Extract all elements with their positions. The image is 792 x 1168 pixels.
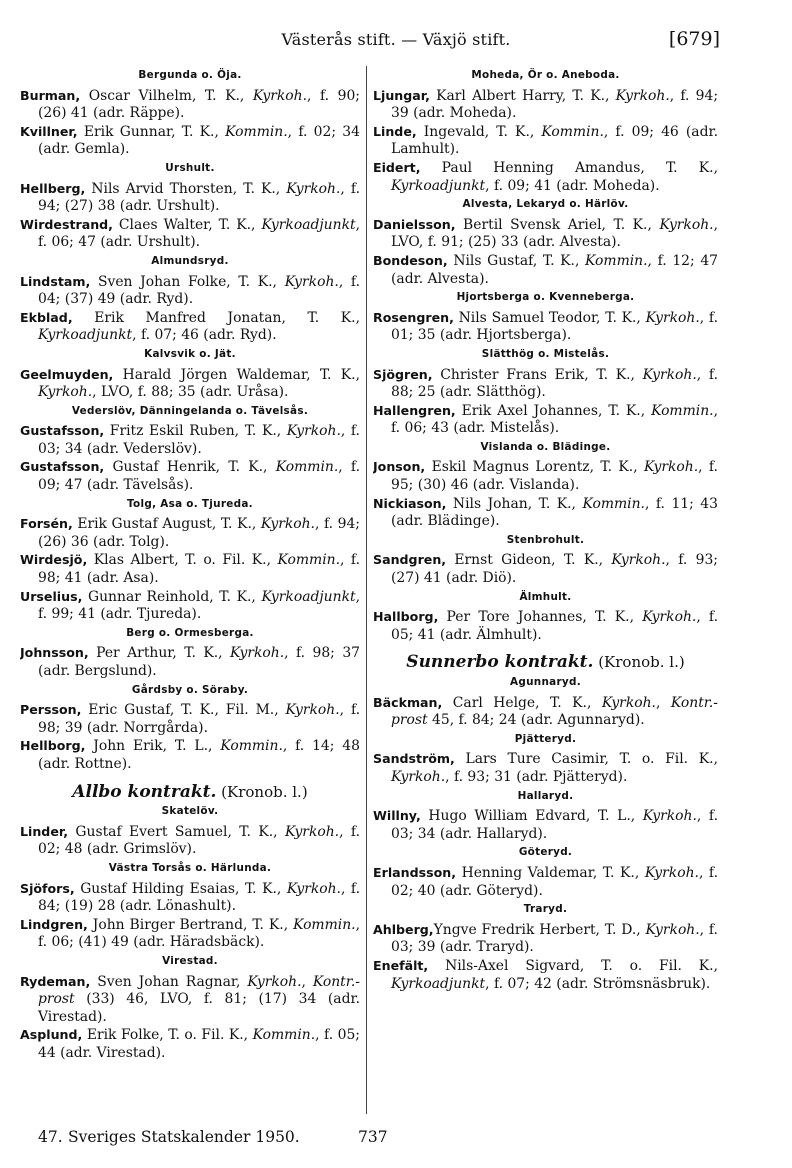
clergy-details: Christer Frans Erik, T. K., Kyrkoh., f. 88; 25 (adr. Slätthög). [391,366,718,401]
clergy-details: Gustaf Henrik, T. K., Kommin., f. 09; 47 (adr. Tävelsås). [38,459,360,494]
clergy-entry [20,973,360,1027]
clergy-surname: Sandström, [373,751,455,767]
clergy-entry [20,644,360,680]
clergy-surname: Willny, [373,808,421,824]
footer-publication: Sveriges Statskalender 1950. [68,1128,300,1146]
clergy-entry [20,588,360,624]
parish-heading: Virestad. [162,954,218,967]
clergy-surname: Hellberg, [20,180,86,196]
clergy-entry [20,515,360,551]
parish-heading: Hallaryd. [517,789,574,802]
parish-heading: Moheda, Ör o. Aneboda. [471,69,620,81]
page-footer [38,1128,538,1150]
clergy-surname: Forsén, [20,516,73,532]
clergy-entry [20,551,360,587]
parish-heading: Pjätteryd. [514,732,577,745]
clergy-surname: Jonson, [373,459,426,475]
clergy-details: Sven Johan Ragnar, Kyrkoh., Kontr.-prost (33) 46, LVO, f. 81; (17) 34 (adr. Virestad). [38,973,360,1025]
clergy-entry [20,701,360,737]
clergy-details: Erik Gustaf August, T. K., Kyrkoh., f. 94; (26) 36 (adr. Tolg). [38,516,360,550]
clergy-surname: Sjögren, [373,366,433,382]
clergy-surname: Hallborg, [373,609,439,625]
parish-heading: Kalvsvik o. Jät. [144,347,236,360]
clergy-surname: Ahlberg, [373,921,434,937]
clergy-details: John Erik, T. L., Kommin., f. 14; 48 (adr. Rottne). [38,738,360,772]
parish-heading: Hjortsberga o. Kvenneberga. [456,291,635,304]
clergy-details: John Birger Bertrand, T. K., Kommin., f. 06; (41) 49 (adr. Häradsbäck). [38,916,360,951]
clergy-surname: Linde, [373,123,417,139]
clergy-entry [373,694,718,730]
clergy-entry [373,957,718,993]
clergy-details: Per Tore Johannes, T. K., Kyrkoh., f. 05; 41 (adr. Älmhult). [391,609,718,643]
parish-heading: Alvesta, Lekaryd o. Härlöv. [462,198,629,211]
clergy-entry [373,807,718,843]
parish-heading: Slätthög o. Mistelås. [481,347,610,360]
parish-heading: Skatelöv. [161,805,219,818]
parish-heading: Västra Torsås o. Härlunda. [108,861,272,874]
kontrakt-name: Sunnerbo kontrakt. [406,652,594,673]
parish-heading: Göteryd. [518,846,573,859]
clergy-surname: Linder, [20,823,69,839]
clergy-surname: Nickiason, [373,495,447,511]
clergy-details: Ernst Gideon, T. K., Kyrkoh., f. 93; (27) 41 (adr. Diö). [391,552,718,587]
clergy-entry [373,123,718,159]
clergy-entry [20,123,360,159]
clergy-entry [20,366,360,402]
clergy-details: Erik Manfred Jonatan, T. K., Kyrkoadjunkt, f. 07; 46 (adr. Ryd). [38,309,360,344]
clergy-entry [20,309,360,345]
clergy-entry [373,402,718,438]
clergy-surname: Johnsson, [20,645,89,661]
clergy-details: Eskil Magnus Lorentz, T. K., Kyrkoh., f. 95; (30) 46 (adr. Vislanda). [391,459,718,494]
clergy-details: Erik Axel Johannes, T. K., Kommin., f. 06; 43 (adr. Mistelås). [391,402,718,437]
kontrakt-note: (Kronob. l.) [593,653,685,672]
clergy-entry [20,273,360,309]
parish-heading: Gårdsby o. Söraby. [131,683,249,696]
clergy-entry [373,309,718,345]
parish-heading: Vislanda o. Blädinge. [480,440,611,453]
clergy-surname: Bäckman, [373,694,443,710]
clergy-surname: Asplund, [20,1027,83,1043]
clergy-surname: Sjöfors, [20,880,75,896]
clergy-entry [373,216,718,252]
clergy-entry [20,916,360,952]
page-number: [679] [668,28,720,50]
clergy-entry [373,864,718,900]
clergy-surname: Erlandsson, [373,864,457,880]
clergy-details: Lars Ture Casimir, T. o. Fil. K., Kyrkoh., f. 93; 31 (adr. Pjätteryd). [391,751,718,785]
clergy-entry [373,87,718,123]
clergy-surname: Hellborg, [20,738,86,754]
clergy-details: Fritz Eskil Ruben, T. K., Kyrkoh., f. 03; 34 (adr. Vederslöv). [38,423,360,457]
clergy-surname: Sandgren, [373,552,447,568]
clergy-details: Nils Samuel Teodor, T. K., Kyrkoh., f. 01; 35 (adr. Hjortsberga). [391,309,718,344]
clergy-surname: Wirdesjö, [20,552,88,568]
clergy-surname: Persson, [20,702,82,718]
clergy-details: Yngve Fredrik Herbert, T. D., Kyrkoh., f. 03; 39 (adr. Traryd). [391,921,718,956]
clergy-details: Gustaf Evert Samuel, T. K., Kyrkoh., f. 02; 48 (adr. Grimslöv). [38,823,360,858]
clergy-details: Klas Albert, T. o. Fil. K., Kommin., f. 98; 41 (adr. Asa). [38,552,360,587]
parish-heading: Almundsryd. [151,254,229,267]
clergy-surname: Kvillner, [20,123,78,139]
parish-heading: Agunnaryd. [510,676,581,688]
clergy-entry [20,737,360,773]
clergy-details: Ingevald, T. K., Kommin., f. 09; 46 (adr. Lamhult). [391,123,718,158]
clergy-surname: Enefält, [373,957,429,973]
clergy-entry [20,87,360,123]
clergy-surname: Urselius, [20,588,83,604]
clergy-details: Claes Walter, T. K., Kyrkoadjunkt, f. 06; 47 (adr. Urshult). [38,216,360,251]
clergy-surname: Lindstam, [20,273,91,289]
clergy-details: Karl Albert Harry, T. K., Kyrkoh., f. 94; 39 (adr. Moheda). [391,87,718,122]
clergy-details: Carl Helge, T. K., Kyrkoh., Kontr.-prost 45, f. 84; 24 (adr. Agunnaryd). [391,694,718,729]
clergy-entry [373,252,718,288]
clergy-details: Nils Arvid Thorsten, T. K., Kyrkoh., f. 94; (27) 38 (adr. Urshult). [38,180,360,215]
right-column [373,66,718,1128]
clergy-details: Eric Gustaf, T. K., Fil. M., Kyrkoh., f. 98; 39 (adr. Norrgårda). [38,702,360,736]
parish-heading: Berg o. Ormesberga. [126,626,254,639]
clergy-details: Hugo William Edvard, T. L., Kyrkoh., f. 03; 34 (adr. Hallaryd). [391,808,718,842]
parish-heading: Älmhult. [519,590,572,603]
clergy-entry [20,880,360,916]
kontrakt-heading [373,654,718,672]
clergy-entry [373,750,718,786]
kontrakt-heading [20,781,360,802]
column-divider [366,66,367,1114]
clergy-details: Nils-Axel Sigvard, T. o. Fil. K., Kyrkoadjunkt, f. 07; 42 (adr. Strömsnäsbruk). [391,957,718,992]
clergy-surname: Eidert, [373,159,421,175]
clergy-details: Sven Johan Folke, T. K., Kyrkoh., f. 04; (37) 49 (adr. Ryd). [38,273,360,308]
clergy-surname: Hallengren, [373,402,456,418]
clergy-surname: Gustafsson, [20,423,105,439]
clergy-surname: Lindgren, [20,916,88,932]
footer-sheet-number: 737 [358,1128,388,1146]
clergy-entry [20,216,360,252]
clergy-surname: Ekblad, [20,309,73,325]
clergy-entry [373,608,718,644]
clergy-details: Nils Gustaf, T. K., Kommin., f. 12; 47 (adr. Alvesta). [391,252,718,287]
clergy-entry [20,180,360,216]
parish-heading: Traryd. [523,903,568,916]
page-header [0,30,792,60]
parish-heading: Stenbrohult. [506,533,585,546]
clergy-surname: Rosengren, [373,309,454,325]
clergy-entry [20,422,360,458]
kontrakt-name: Allbo kontrakt. [72,781,217,802]
clergy-details: Per Arthur, T. K., Kyrkoh., f. 98; 37 (adr. Bergslund). [38,645,360,679]
clergy-surname: Rydeman, [20,973,91,989]
parish-heading: Vederslöv, Dänningelanda o. Tävelsås. [71,404,309,417]
clergy-details: Paul Henning Amandus, T. K., Kyrkoadjunkt, f. 09; 41 (adr. Moheda). [391,159,718,194]
parish-heading: Tolg, Asa o. Tjureda. [127,497,253,510]
running-title: Västerås stift. — Växjö stift. [281,30,511,49]
clergy-details: Harald Jörgen Waldemar, T. K., Kyrkoh., LVO, f. 88; 35 (adr. Uråsa). [38,366,360,401]
clergy-surname: Burman, [20,87,81,103]
footer-signature: 47. [38,1128,63,1146]
clergy-details: Erik Gunnar, T. K., Kommin., f. 02; 34 (adr. Gemla). [38,123,360,158]
clergy-entry [373,159,718,195]
clergy-entry [373,458,718,494]
kontrakt-note: (Kronob. l.) [216,782,308,801]
clergy-entry [373,551,718,587]
clergy-entry [373,495,718,531]
clergy-details: Oscar Vilhelm, T. K., Kyrkoh., f. 90; (26) 41 (adr. Räppe). [38,87,360,122]
clergy-details: Bertil Svensk Ariel, T. K., Kyrkoh., LVO, f. 91; (25) 33 (adr. Alvesta). [391,216,718,251]
clergy-entry [373,921,718,957]
clergy-entry [20,458,360,494]
clergy-details: Henning Valdemar, T. K., Kyrkoh., f. 02; 40 (adr. Göteryd). [391,864,718,899]
clergy-details: Erik Folke, T. o. Fil. K., Kommin., f. 05; 44 (adr. Virestad). [38,1027,360,1061]
clergy-surname: Ljungar, [373,87,430,103]
clergy-surname: Bondeson, [373,252,448,268]
clergy-entry [373,366,718,402]
clergy-surname: Danielsson, [373,216,456,232]
clergy-details: Gunnar Reinhold, T. K., Kyrkoadjunkt, f. 99; 41 (adr. Tjureda). [38,588,360,623]
clergy-entry [20,1026,360,1062]
parish-heading: Urshult. [165,161,215,174]
parish-heading: Bergunda o. Öja. [138,69,242,81]
clergy-surname: Wirdestrand, [20,216,113,232]
clergy-details: Gustaf Hilding Esaias, T. K., Kyrkoh., f. 84; (19) 28 (adr. Lönashult). [38,880,360,915]
clergy-surname: Gustafsson, [20,459,105,475]
clergy-details: Nils Johan, T. K., Kommin., f. 11; 43 (adr. Blädinge). [391,495,718,530]
clergy-entry [20,823,360,859]
left-column [20,66,360,1128]
clergy-surname: Geelmuyden, [20,366,114,382]
